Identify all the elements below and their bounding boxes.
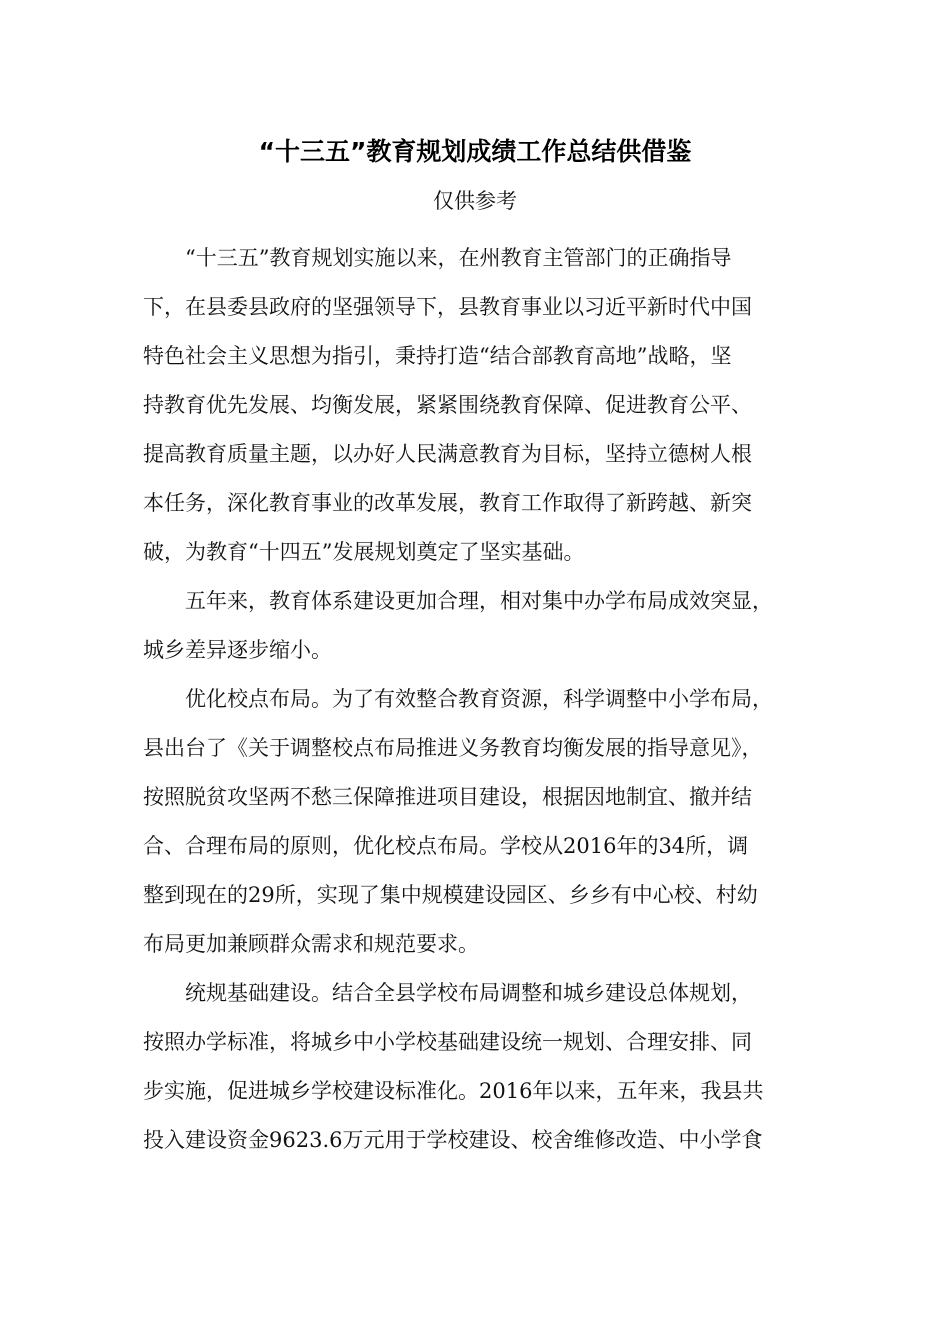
document-title: “十三五”教育规划成绩工作总结供借鉴: [258, 137, 692, 166]
text-line: 城乡差异逐步缩小。: [143, 638, 332, 662]
text-line: 下，在县委县政府的坚强领导下，县教育事业以习近平新时代中国: [143, 295, 752, 319]
text-line: 投入建设资金9623.6万元用于学校建设、校舍维修改造、中小学食: [143, 1128, 763, 1152]
text-line: 本任务，深化教育事业的改革发展，教育工作取得了新跨越、新突: [143, 491, 752, 515]
text-line: 按照办学标准，将城乡中小学校基础建设统一规划、合理安排、同: [143, 1030, 752, 1054]
text-line: “十三五”教育规划实施以来，在州教育主管部门的正确指导: [143, 246, 732, 270]
text-line: 五年来，教育体系建设更加合理，相对集中办学布局成效突显，: [143, 589, 773, 613]
text-line: 统规基础建设。结合全县学校布局调整和城乡建设总体规划，: [143, 981, 752, 1005]
paragraph-five-years: [143, 577, 808, 675]
text-line: 整到现在的29所，实现了集中规模建设园区、乡乡有中心校、村幼: [143, 883, 758, 907]
paragraph-school-layout: [143, 675, 808, 969]
paragraph-infrastructure: [143, 969, 808, 1165]
text-line: 按照脱贫攻坚两不愁三保障推进项目建设，根据因地制宜、撤并结: [143, 785, 752, 809]
text-line: 提高教育质量主题，以办好人民满意教育为目标，坚持立德树人根: [143, 442, 752, 466]
document-subtitle: 仅供参考: [433, 189, 517, 213]
document-body: [143, 234, 808, 1165]
text-line: 优化校点布局。为了有效整合教育资源，科学调整中小学布局，: [143, 687, 773, 711]
text-line: 布局更加兼顾群众需求和规范要求。: [143, 932, 479, 956]
paragraph-intro: [143, 234, 808, 577]
text-line: 特色社会主义思想为指引，秉持打造“结合部教育高地”战略，坚: [143, 344, 732, 368]
text-line: 破，为教育“十四五”发展规划奠定了坚实基础。: [143, 540, 585, 564]
text-line: 步实施，促进城乡学校建设标准化。2016年以来，五年来，我县共: [143, 1079, 764, 1103]
text-line: 持教育优先发展、均衡发展，紧紧围绕教育保障、促进教育公平、: [143, 393, 752, 417]
text-line: 县出台了《关于调整校点布局推进义务教育均衡发展的指导意见》，: [143, 736, 763, 760]
text-line: 合、合理布局的原则，优化校点布局。学校从2016年的34所，调: [143, 834, 749, 858]
